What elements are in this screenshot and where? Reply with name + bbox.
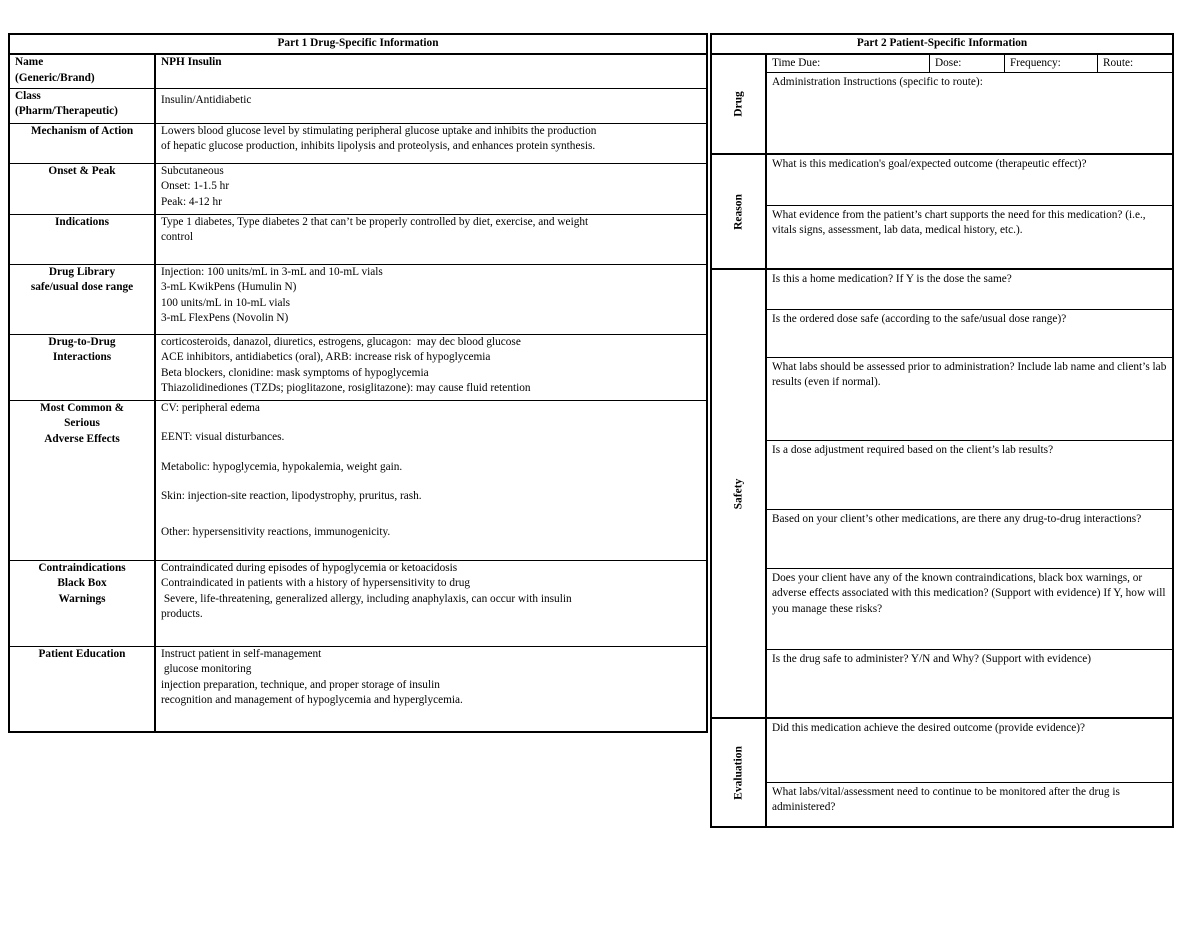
table-row <box>9 264 707 334</box>
evaluation-outcome-field[interactable]: Did this medication achieve the desired outcome (provide evidence)? <box>766 718 1173 782</box>
row-value-name: NPH Insulin <box>155 54 707 88</box>
section-label-reason: Reason <box>711 154 766 269</box>
row-label-patient-education: Patient Education <box>9 646 155 732</box>
table-row <box>711 649 1173 718</box>
safety-dose-safe-field[interactable]: Is the ordered dose safe (according to the safe/usual dose range)? <box>766 309 1173 357</box>
table-row <box>9 88 707 123</box>
table-row <box>9 646 707 732</box>
table-row <box>711 509 1173 568</box>
table-row <box>711 309 1173 357</box>
drug-fields-cell <box>766 54 1173 154</box>
table-row <box>9 54 707 88</box>
row-value-mechanism: Lowers blood glucose level by stimulating peripheral glucose uptake and inhibits the production of hepatic glucose production, inhibits lipolysis and proteolysis, and enhances protein synthesis. <box>155 123 707 163</box>
table-row <box>9 334 707 400</box>
safety-drug-interactions-field[interactable]: Based on your client’s other medications, are there any drug-to-drug interactions? <box>766 509 1173 568</box>
section-label-safety: Safety <box>711 269 766 718</box>
table-row <box>9 560 707 646</box>
table-row <box>711 718 1173 782</box>
row-label-onset-peak: Onset & Peak <box>9 163 155 214</box>
row-label-dose-range: Drug Library safe/usual dose range <box>9 264 155 334</box>
table-row <box>711 568 1173 649</box>
safety-safe-to-administer-field[interactable]: Is the drug safe to administer? Y/N and Why? (Support with evidence) <box>766 649 1173 718</box>
route-field[interactable]: Route: <box>1103 57 1134 69</box>
section-label-evaluation: Evaluation <box>711 718 766 827</box>
row-value-onset-peak: Subcutaneous Onset: 1-1.5 hr Peak: 4-12 hr <box>155 163 707 214</box>
table-row <box>711 205 1173 269</box>
row-label-contraindications: Contraindications Black Box Warnings <box>9 560 155 646</box>
dose-field[interactable]: Dose: <box>930 55 1005 72</box>
row-value-interactions: corticosteroids, danazol, diuretics, estrogens, glucagon: may dec blood glucose ACE inhibitors, antidiabetics (oral), ARB: increase risk of hypoglycemia Beta blockers, clonidine: mask symptoms of hypoglycemia Thiazolidinediones (TZDs; pioglitazone, rosiglitazone): may cause fluid retention <box>155 334 707 400</box>
table-row <box>711 782 1173 827</box>
frequency-field[interactable]: Frequency: <box>1005 55 1098 72</box>
admin-instructions-field[interactable]: Administration Instructions (specific to route): <box>772 76 983 88</box>
part2-title: Part 2 Patient-Specific Information <box>711 34 1173 54</box>
table-row <box>9 123 707 163</box>
row-value-contraindications: Contraindicated during episodes of hypoglycemia or ketoacidosis Contraindicated in patients with a history of hypersensitivity to drug Severe, life-threatening, generalized allergy, including anaphylaxis, can occur with insulin products. <box>155 560 707 646</box>
safety-home-med-field[interactable]: Is this a home medication? If Y is the dose the same? <box>766 269 1173 309</box>
row-label-adverse-effects: Most Common & Serious Adverse Effects <box>9 400 155 560</box>
row-value-adverse-effects: CV: peripheral edema EENT: visual disturbances. Metabolic: hypoglycemia, hypokalemia, weight gain. Skin: injection-site reaction, lipodystrophy, pruritus, rash. Other: hypersensitivity reactions, immunogenicity. <box>155 400 707 560</box>
row-value-indications: Type 1 diabetes, Type diabetes 2 that can’t be properly controlled by diet, exercise, and weight control <box>155 214 707 264</box>
table-row <box>9 163 707 214</box>
row-label-mechanism: Mechanism of Action <box>9 123 155 163</box>
table-row <box>711 154 1173 205</box>
safety-contraindications-field[interactable]: Does your client have any of the known contraindications, black box warnings, or adverse effects associated with this medication? (Support with evidence) If Y, how will you manage these risks? <box>766 568 1173 649</box>
safety-dose-adjustment-field[interactable]: Is a dose adjustment required based on the client’s lab results? <box>766 440 1173 509</box>
section-drug <box>711 54 1173 154</box>
row-value-dose-range: Injection: 100 units/mL in 3-mL and 10-mL vials 3-mL KwikPens (Humulin N) 100 units/mL in 10-mL vials 3-mL FlexPens (Novolin N) <box>155 264 707 334</box>
table-row <box>711 357 1173 440</box>
table-row <box>711 269 1173 309</box>
reason-goal-field[interactable]: What is this medication's goal/expected outcome (therapeutic effect)? <box>766 154 1173 205</box>
drug-fields-row <box>767 55 1172 73</box>
row-label-name: Name (Generic/Brand) <box>9 54 155 88</box>
row-value-patient-education: Instruct patient in self-management glucose monitoring injection preparation, technique, and proper storage of insulin recognition and management of hypoglycemia and hyperglycemia. <box>155 646 707 732</box>
table-row <box>9 400 707 560</box>
row-label-interactions: Drug-to-Drug Interactions <box>9 334 155 400</box>
time-due-field[interactable]: Time Due: <box>767 55 930 72</box>
table-row <box>9 214 707 264</box>
section-label-drug: Drug <box>711 54 766 154</box>
row-value-class: Insulin/Antidiabetic <box>155 88 707 123</box>
reason-evidence-field[interactable]: What evidence from the patient’s chart supports the need for this medication? (i.e., vitals signs, assessment, lab data, medical history, etc.). <box>766 205 1173 269</box>
part2-patient-specific-table <box>710 33 1174 828</box>
part1-title: Part 1 Drug-Specific Information <box>9 34 707 54</box>
safety-labs-field[interactable]: What labs should be assessed prior to administration? Include lab name and client’s lab results (even if normal). <box>766 357 1173 440</box>
part1-drug-specific-table <box>8 33 708 733</box>
table-row <box>711 440 1173 509</box>
row-label-indications: Indications <box>9 214 155 264</box>
row-label-class: Class (Pharm/Therapeutic) <box>9 88 155 123</box>
evaluation-monitoring-field[interactable]: What labs/vital/assessment need to continue to be monitored after the drug is administered? <box>766 782 1173 827</box>
